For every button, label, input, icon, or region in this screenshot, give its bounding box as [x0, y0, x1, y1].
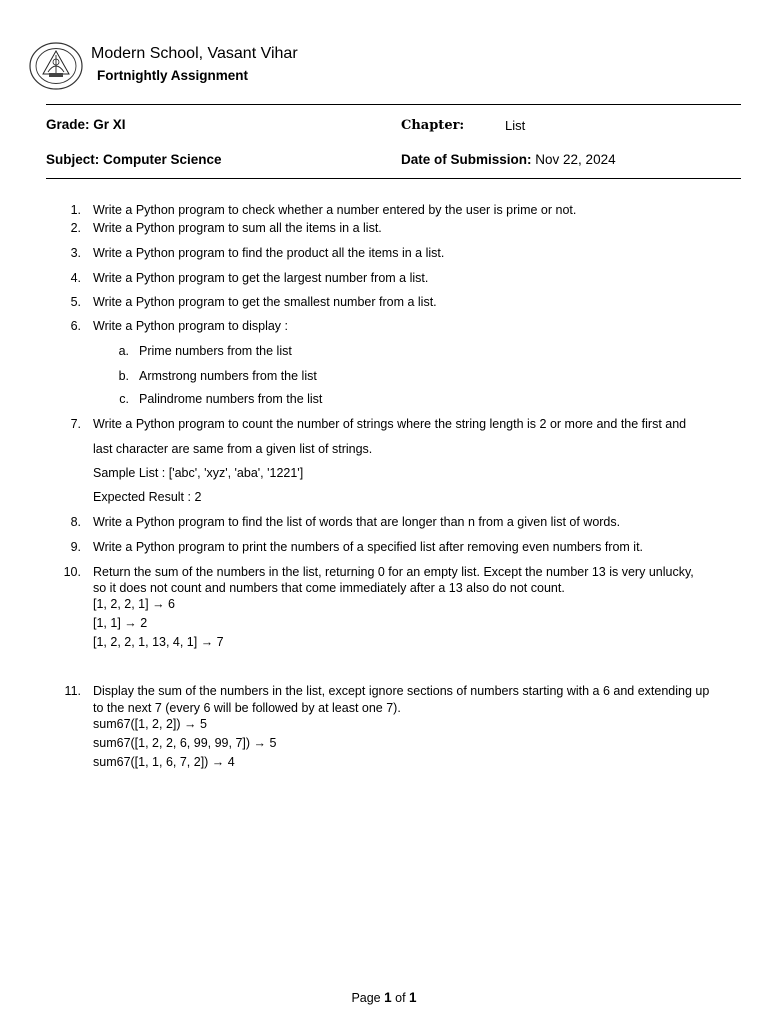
- example-line: sum67([1, 1, 6, 7, 2]) → 4: [93, 755, 235, 769]
- subject-value: Computer Science: [103, 152, 222, 167]
- question-number: 7.: [70, 417, 81, 431]
- page-footer: [0, 989, 768, 1007]
- total-pages-number: 1: [409, 990, 417, 1005]
- question-text: Write a Python program to check whether a number entered by the user is prime or not.: [93, 203, 577, 217]
- example-line: sum67([1, 2, 2]) → 5: [93, 717, 207, 731]
- question-text: Write a Python program to get the smallest number from a list.: [93, 295, 437, 309]
- question-text: Write a Python program to sum all the items in a list.: [93, 221, 382, 235]
- assignment-type: Fortnightly Assignment: [97, 68, 248, 83]
- question-11-continuation: to the next 7 (every 6 will be followed by at least one 7).: [93, 701, 401, 715]
- question-7-continuation: last character are same from a given list of strings.: [93, 442, 373, 456]
- current-page-number: 1: [384, 990, 392, 1005]
- chapter-field: [401, 116, 464, 135]
- grade-value: Gr XI: [93, 117, 126, 132]
- question-number: 1.: [70, 203, 81, 217]
- expected-result: Expected Result : 2: [93, 490, 202, 504]
- question-text: Write a Python program to count the number of strings where the string length is 2 or more and the first and: [93, 417, 687, 431]
- header-divider-top: [46, 104, 741, 105]
- subject-field: [46, 151, 222, 169]
- chapter-value: List: [505, 118, 526, 133]
- subitem-text: Prime numbers from the list: [139, 344, 292, 358]
- question-number: 2.: [70, 221, 81, 235]
- question-text: Write a Python program to get the largest number from a list.: [93, 271, 429, 285]
- question-text: Return the sum of the numbers in the list, returning 0 for an empty list. Except the number 13 is very unlucky,: [93, 565, 694, 579]
- date-label: Date of Submission:: [401, 152, 532, 167]
- question-number: 10.: [63, 565, 81, 579]
- date-field: [401, 151, 616, 169]
- example-line: [1, 2, 2, 1] → 6: [93, 597, 175, 611]
- question-number: 8.: [70, 515, 81, 529]
- grade-field: [46, 116, 126, 134]
- date-value: Nov 22, 2024: [535, 152, 616, 167]
- subitem-letter: a.: [118, 344, 129, 358]
- question-text: Write a Python program to find the list of words that are longer than n from a given list of words.: [93, 515, 621, 529]
- page-word: Page: [351, 991, 381, 1005]
- example-line: [1, 1] → 2: [93, 616, 148, 630]
- subitem-letter: c.: [119, 392, 129, 406]
- chapter-label: Chapter:: [401, 118, 465, 133]
- subitem-text: Palindrome numbers from the list: [139, 392, 323, 406]
- question-number: 11.: [64, 684, 81, 698]
- school-name: Modern School, Vasant Vihar: [91, 45, 298, 62]
- question-text: Write a Python program to find the product all the items in a list.: [93, 246, 445, 260]
- question-text: Display the sum of the numbers in the list, except ignore sections of numbers starting with a 6 and extending up: [93, 684, 710, 698]
- subitem-text: Armstrong numbers from the list: [139, 369, 317, 383]
- question-number: 9.: [70, 540, 81, 554]
- question-number: 6.: [70, 319, 81, 333]
- of-word: of: [395, 991, 406, 1005]
- question-number: 5.: [70, 295, 81, 309]
- grade-label: Grade:: [46, 117, 90, 132]
- school-logo: [29, 42, 83, 90]
- example-line: [1, 2, 2, 1, 13, 4, 1] → 7: [93, 635, 224, 649]
- question-number: 4.: [70, 271, 81, 285]
- header-divider-bottom: [46, 178, 741, 179]
- subject-label: Subject:: [46, 152, 100, 167]
- question-text: Write a Python program to print the numbers of a specified list after removing even numbers from it.: [93, 540, 644, 554]
- question-text: Write a Python program to display :: [93, 319, 288, 333]
- subitem-letter: b.: [118, 369, 129, 383]
- sample-list: Sample List : ['abc', 'xyz', 'aba', '1221']: [93, 466, 304, 480]
- example-line: sum67([1, 2, 2, 6, 99, 99, 7]) → 5: [93, 736, 277, 750]
- question-number: 3.: [70, 246, 81, 260]
- question-10-continuation: so it does not count and numbers that come immediately after a 13 also do not count.: [93, 581, 565, 595]
